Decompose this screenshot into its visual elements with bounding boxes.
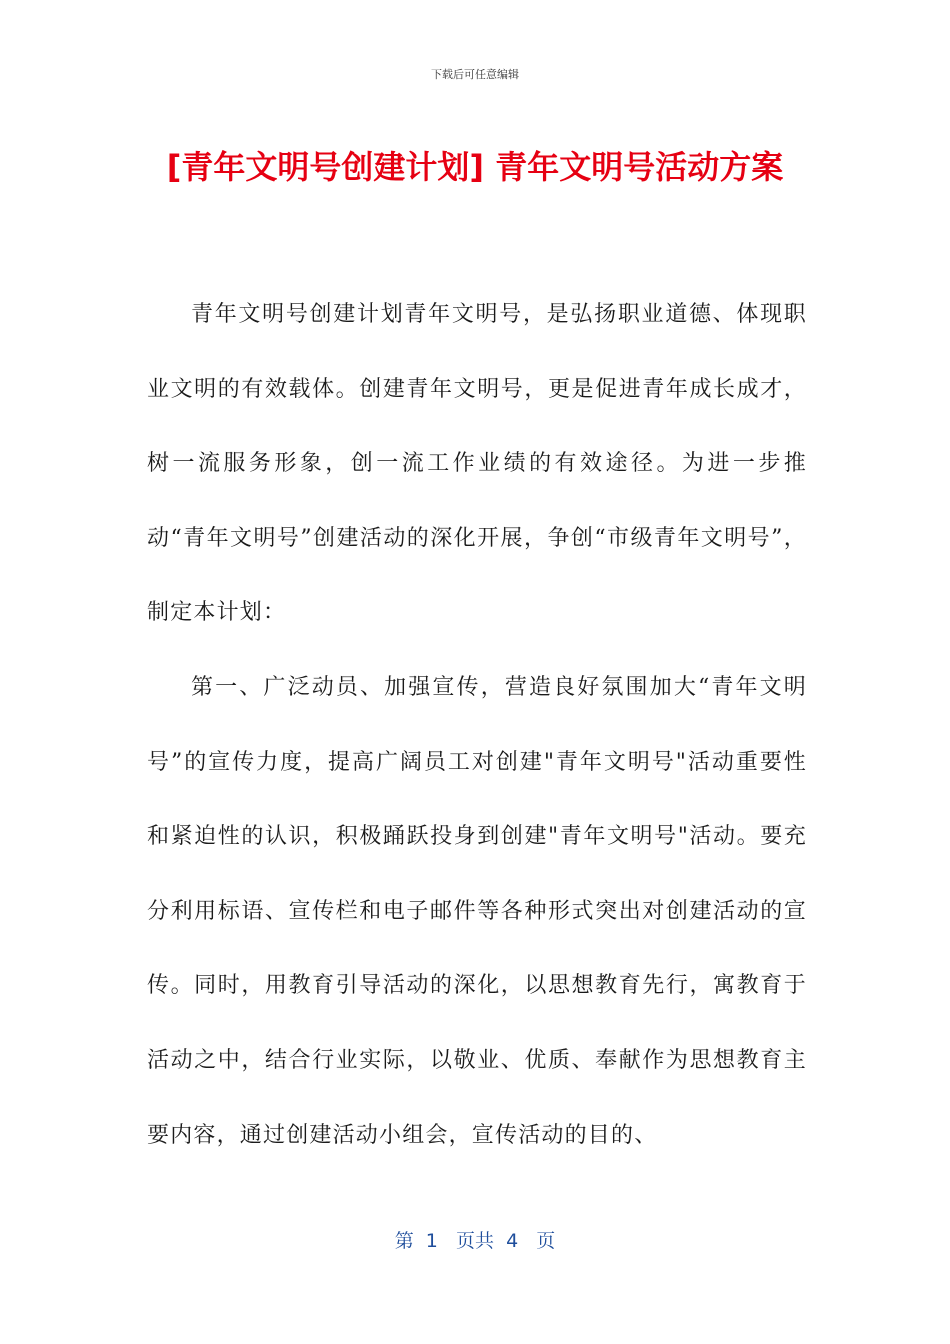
document-body — [147, 278, 807, 1173]
document-title: [青年文明号创建计划] 青年文明号活动方案 — [166, 148, 784, 186]
paragraph-1: 青年文明号创建计划青年文明号，是弘扬职业道德、体现职业文明的有效载体。创建青年文明号，更是促进青年成长成才，树一流服务形象，创一流工作业绩的有效途径。为进一步推动“青年文明号”创建活动的深化开展，争创“市级青年文明号”，制定本计划： — [147, 302, 807, 626]
paragraph-2: 第一、广泛动员、加强宣传，营造良好氛围加大“青年文明号”的宣传力度，提高广阔员工对创建"青年文明号"活动重要性和紧迫性的认识，积极踊跃投身到创建"青年文明号"活动。要充分利用标语、宣传栏和电子邮件等各种形式突出对创建活动的宣传。同时，用教育引导活动的深化，以思想教育先行，寓教育于活动之中，结合行业实际，以敬业、优质、奉献作为思想教育主要内容，通过创建活动小组会，宣传活动的目的、 — [147, 674, 807, 1148]
header-note: 下载后可任意编辑 — [431, 68, 519, 81]
page-number: 第 1 页共 4 页 — [394, 1230, 556, 1252]
